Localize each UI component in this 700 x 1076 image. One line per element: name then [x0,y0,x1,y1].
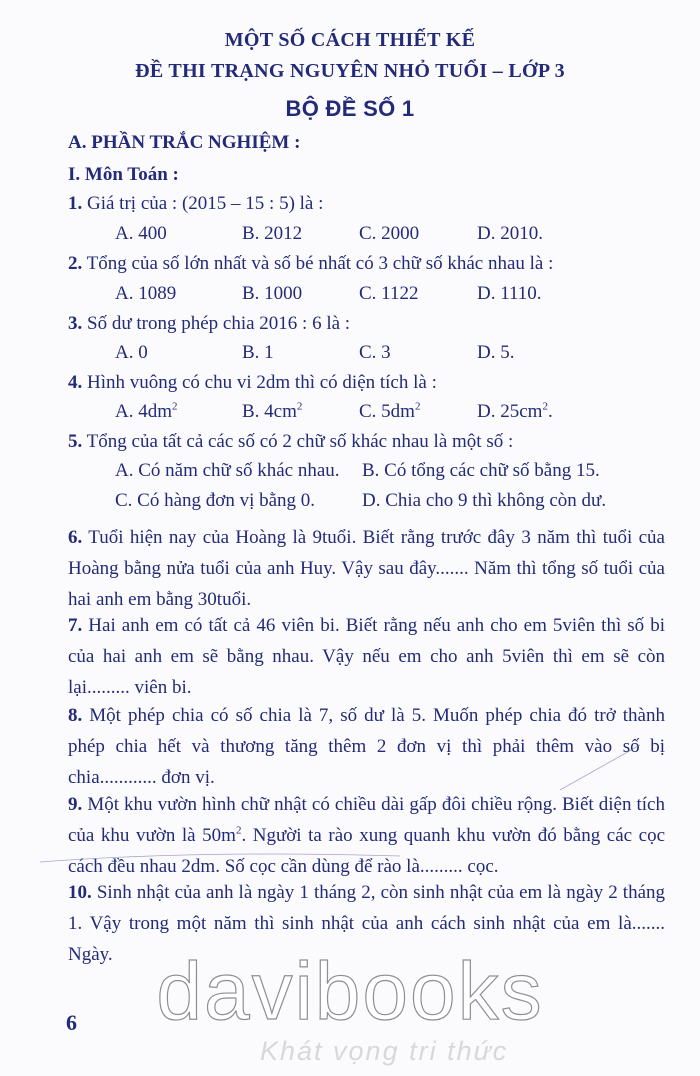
question-number: 4. [68,372,83,393]
q4-option-a: A. $4dm^2$ [115,400,178,422]
q2-option-b: B. 1000 [242,283,303,304]
q3-option-b: B. 1 [242,342,274,363]
question-text: Hình vuông có chu vi 2dm thì có diện tích là : [87,372,437,393]
q1-option-c: C. 2000 [359,223,420,244]
q5-option-d: D. Chia cho 9 thì không còn dư. [362,490,607,511]
page-number: 6 [66,1010,77,1035]
watermark-brand: davibooks [156,946,544,1037]
exam-set-title: BỘ ĐỀ SỐ 1 [285,96,415,121]
q4-option-d: D. $25cm^2$. [477,400,553,422]
q3-option-d: D. 5. [477,342,515,363]
section-heading: A. PHẦN TRẮC NGHIỆM : [68,132,301,153]
question-number: 10. [68,882,92,903]
subject-heading: I. Môn Toán : [68,164,179,185]
question-number: 8. [68,705,83,726]
q2-option-c: C. 1122 [359,283,419,304]
question-text: Một khu vườn hình chữ nhật có chiều dài gấp đôi chiều rộng. Biết diện tích của khu vườn là $50m^2$. Người ta rào xung quanh khu vườn đó bằng các cọc cách đều nhau 2dm. Số cọc cần dùng để rào là......... cọc. [68,794,666,877]
q4-option-c: C. $5dm^2$ [359,400,421,422]
book-title-line-2: ĐỀ THI TRẠNG NGUYÊN NHỎ TUỔI – LỚP 3 [135,60,565,82]
q5-option-a: A. Có năm chữ số khác nhau. [115,460,340,481]
q3-option-a: A. 0 [115,342,148,363]
question-text: Tuổi hiện nay của Hoàng là 9tuổi. Biết rằng trước đây 3 năm thì tuổi của Hoàng bằng nửa tuổi của anh Huy. Vậy sau đây....... Năm thì tổng số tuổi của hai anh em bằng 30tuổi. [68,527,665,610]
q4-option-b: B. $4cm^2$ [242,400,303,422]
question-number: 7. [68,615,83,636]
question-number: 1. [68,193,83,214]
q1-option-a: A. 400 [115,223,167,244]
question-number: 3. [68,313,83,334]
question-number: 5. [68,431,83,452]
q5-option-c: C. Có hàng đơn vị bằng 0. [115,490,316,511]
q1-option-b: B. 2012 [242,223,303,244]
question-text: Tổng của số lớn nhất và số bé nhất có 3 chữ số khác nhau là : [86,253,554,274]
q5-option-b: B. Có tổng các chữ số bằng 15. [362,460,600,481]
question-number: 9. [68,794,83,815]
question-number: 6. [68,527,83,548]
question-text: Hai anh em có tất cả 46 viên bi. Biết rằng nếu anh cho em 5viên thì số bi của hai anh em sẽ bằng nhau. Vậy nếu em cho anh 5viên thì em sẽ còn lại......... viên bi. [68,615,665,698]
question-text: Tổng của tất cả các số có 2 chữ số khác nhau là một số : [86,431,514,452]
book-title-line-1: MỘT SỐ CÁCH THIẾT KẾ [224,29,476,51]
question-text: Giá trị của : (2015 – 15 : 5) là : [87,193,324,214]
question-text: Số dư trong phép chia 2016 : 6 là : [87,313,351,334]
q2-option-d: D. 1110. [477,283,542,304]
question-text: Một phép chia có số chia là 7, số dư là 5. Muốn phép chia đó trở thành phép chia hết và thương tăng thêm 2 đơn vị thì phải thêm vào số bị chia............ đơn vị. [68,705,665,788]
watermark-slogan: Khát vọng tri thức [260,1036,509,1066]
q2-option-a: A. 1089 [115,283,177,304]
question-number: 2. [68,253,83,274]
q3-option-c: C. 3 [359,342,391,363]
question-text: Sinh nhật của anh là ngày 1 tháng 2, còn sinh nhật của em là ngày 2 tháng 1. Vậy trong một năm thì sinh nhật của anh cách sinh nhật của em là....... Ngày. [68,882,666,965]
q1-option-d: D. 2010. [477,223,543,244]
